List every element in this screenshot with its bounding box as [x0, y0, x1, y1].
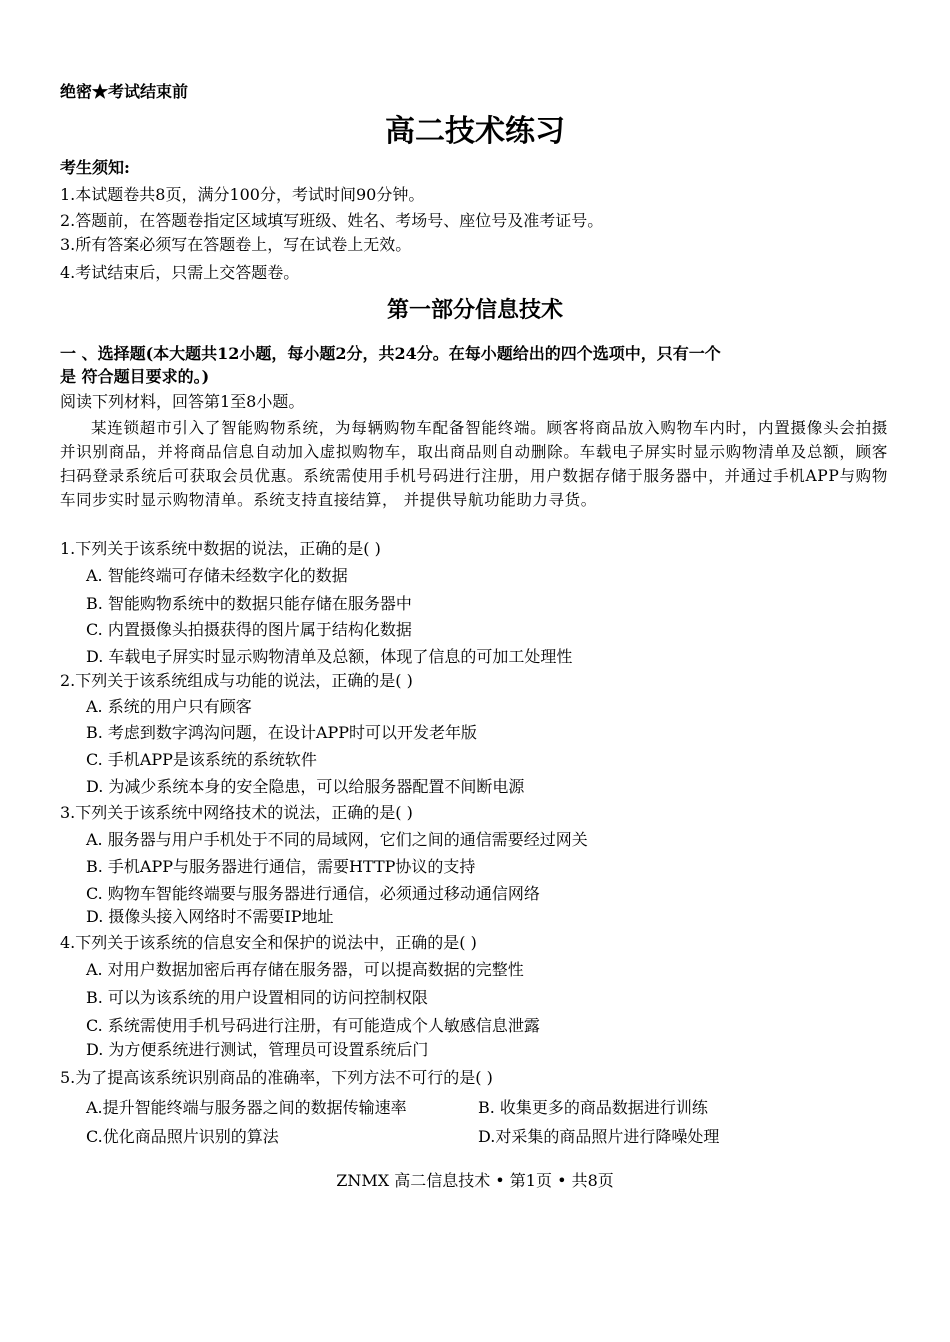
question-option: B. 可以为该系统的用户设置相同的访问控制权限 [86, 988, 428, 1007]
question-option: A. 系统的用户只有顾客 [86, 697, 252, 716]
question-option: B. 收集更多的商品数据进行训练 [478, 1098, 708, 1117]
question-option: C.优化商品照片识别的算法 [86, 1127, 279, 1146]
notice-heading: 考生须知: [60, 158, 130, 177]
notice-item: 2.答题前，在答题卷指定区域填写班级、姓名、考场号、座位号及准考证号。 [60, 211, 604, 230]
question-option: D.对采集的商品照片进行降噪处理 [478, 1127, 720, 1146]
question-option: C. 手机APP是该系统的系统软件 [86, 750, 317, 769]
question-option: C. 购物车智能终端要与服务器进行通信，必须通过移动通信网络 [86, 884, 540, 903]
notice-item: 1.本试题卷共8页，满分100分，考试时间90分钟。 [60, 185, 425, 204]
question-option: A. 对用户数据加密后再存储在服务器，可以提高数据的完整性 [86, 960, 524, 979]
question-option: D. 车载电子屏实时显示购物清单及总额，体现了信息的可加工处理性 [86, 647, 573, 666]
section-title: 第一部分信息技术 [386, 297, 563, 323]
question-stem: 1.下列关于该系统中数据的说法，正确的是( ) [60, 539, 381, 558]
confidential-label: 绝密★考试结束前 [60, 82, 189, 101]
question-stem: 5.为了提高该系统识别商品的准确率，下列方法不可行的是( ) [60, 1068, 493, 1087]
part-heading-line2: 是 符合题目要求的。) [60, 367, 210, 386]
notice-item: 3.所有答案必须写在答题卷上，写在试卷上无效。 [60, 235, 412, 254]
question-option: A. 服务器与用户手机处于不同的局域网，它们之间的通信需要经过网关 [86, 830, 588, 849]
question-option: A.提升智能终端与服务器之间的数据传输速率 [86, 1098, 407, 1117]
question-option: B. 手机APP与服务器进行通信，需要HTTP协议的支持 [86, 857, 476, 876]
reading-material: 某连锁超市引入了智能购物系统，为每辆购物车配备智能终端。顾客将商品放入购物车内时，内置摄像头会拍摄并识别商品，并将商品信息自动加入虚拟购物车，取出商品则自动删除。车载电子屏实时显示购物清单及总额，顾客扫码登录系统后可获取会员优惠。系统需使用手机号码进行注册，用户数据存储于服务器中，并通过手机APP与购物车同步实时显示购物清单。系统支持直接结算， 并提供导航功能助力寻货。 [60, 419, 888, 509]
reading-intro: 阅读下列材料，回答第1至8小题。 [60, 392, 305, 411]
question-stem: 3.下列关于该系统中网络技术的说法，正确的是( ) [60, 803, 413, 822]
notice-item: 4.考试结束后，只需上交答题卷。 [60, 263, 300, 282]
question-stem: 2.下列关于该系统组成与功能的说法，正确的是( ) [60, 671, 413, 690]
question-option: D. 为方便系统进行测试，管理员可设置系统后门 [86, 1040, 429, 1059]
question-option: C. 系统需使用手机号码进行注册，有可能造成个人敏感信息泄露 [86, 1016, 540, 1035]
question-option: C. 内置摄像头拍摄获得的图片属于结构化数据 [86, 620, 412, 639]
question-option: B. 智能购物系统中的数据只能存储在服务器中 [86, 594, 412, 613]
question-option: D. 摄像头接入网络时不需要IP地址 [86, 907, 334, 926]
page-title: 高二技术练习 [385, 114, 565, 149]
question-stem: 4.下列关于该系统的信息安全和保护的说法中，正确的是( ) [60, 933, 477, 952]
part-heading-line1: 一 、选择题(本大题共12小题，每小题2分，共24分。在每小题给出的四个选项中，只有一个 [60, 344, 721, 363]
page-footer: ZNMX 高二信息技术 • 第1页 • 共8页 [336, 1171, 614, 1190]
question-option: D. 为减少系统本身的安全隐患，可以给服务器配置不间断电源 [86, 777, 525, 796]
question-option: B. 考虑到数字鸿沟问题，在设计APP时可以开发老年版 [86, 723, 478, 742]
question-option: A. 智能终端可存储未经数字化的数据 [86, 566, 348, 585]
